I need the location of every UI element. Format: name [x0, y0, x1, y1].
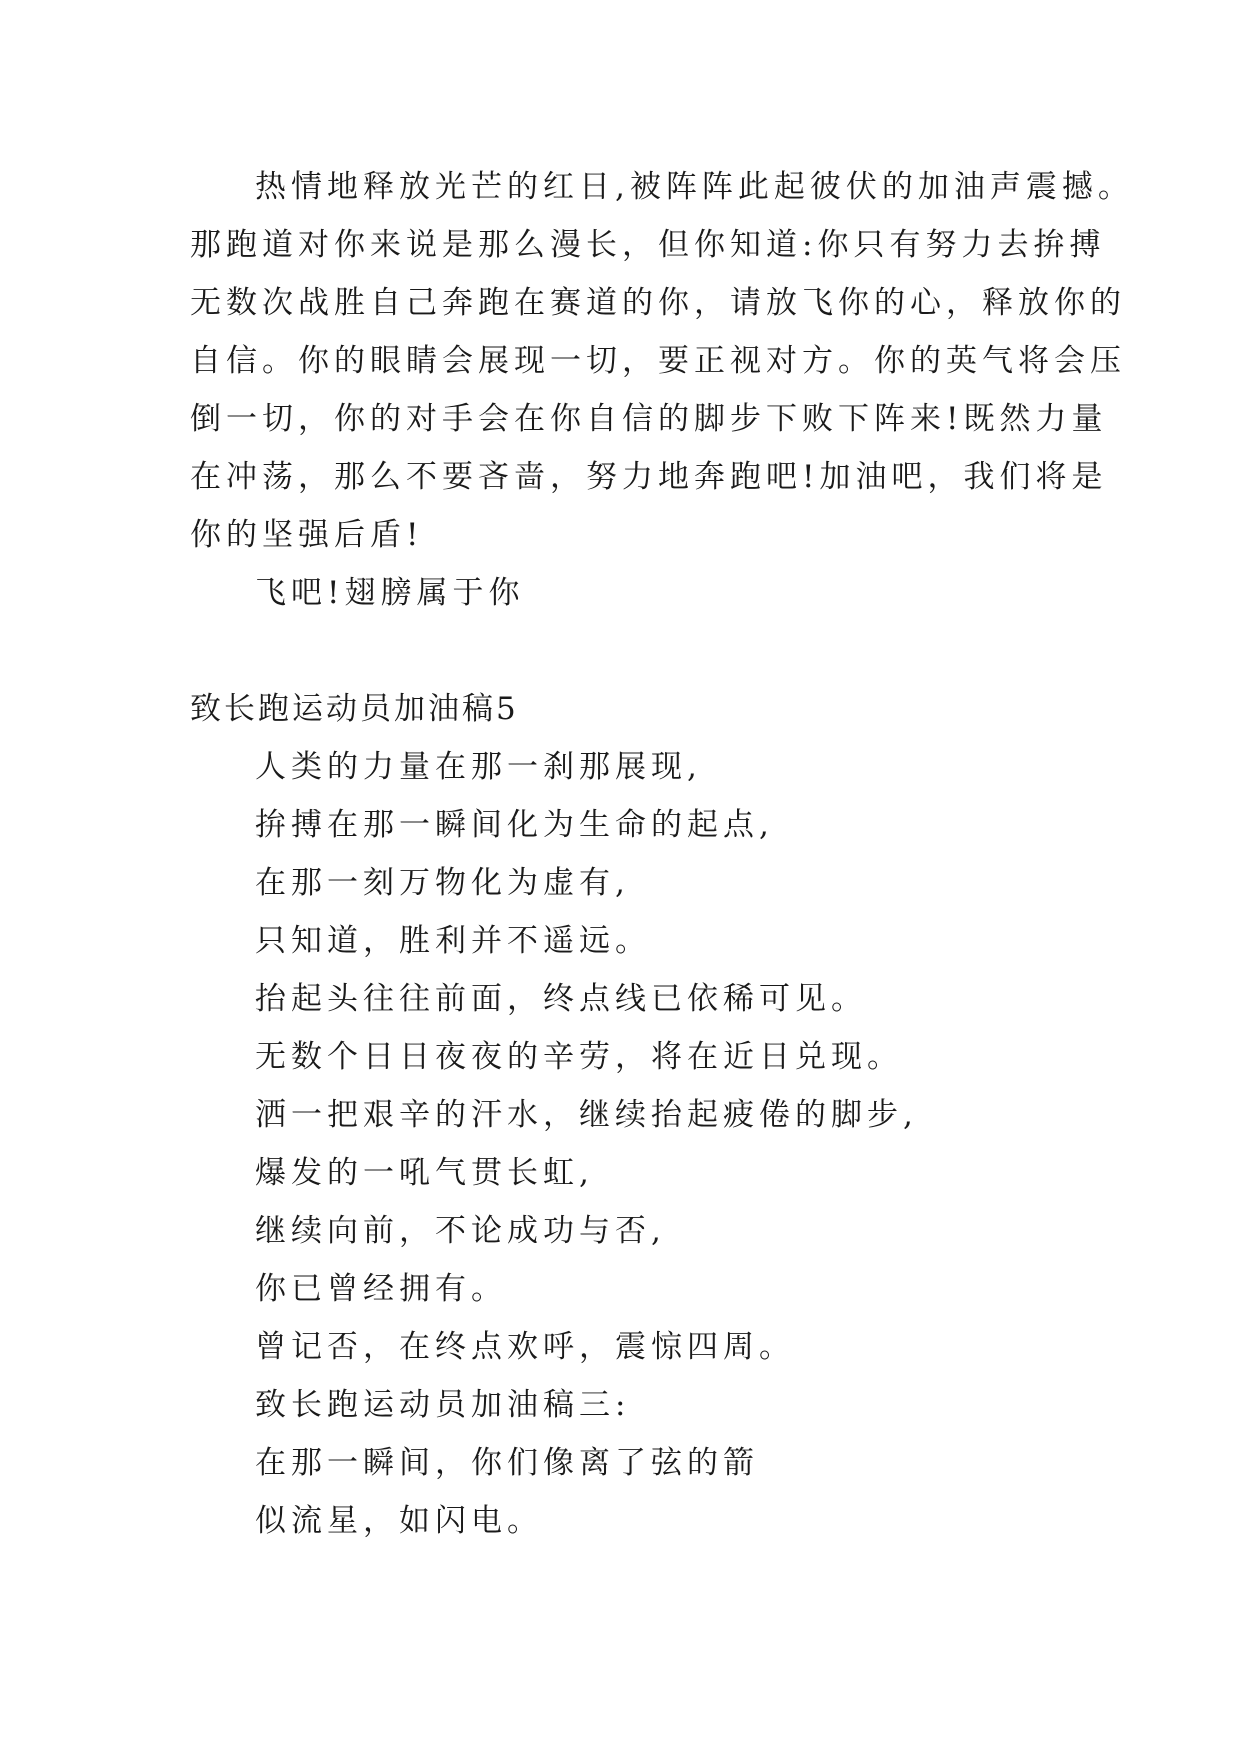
- poem-line-11: 曾记否，在终点欢呼，震惊四周。: [255, 1329, 795, 1365]
- section-title: 致长跑运动员加油稿5: [190, 691, 519, 727]
- paragraph-1-line-3: 无数次战胜自己奔跑在赛道的你，请放飞你的心，释放你的: [190, 285, 1126, 321]
- paragraph-1-line-2: 那跑道对你来说是那么漫长，但你知道:你只有努力去拚搏: [190, 227, 1106, 263]
- poem-line-4: 只知道，胜利并不遥远。: [255, 923, 651, 959]
- poem-line-1: 人类的力量在那一刹那展现,: [255, 749, 702, 785]
- poem-line-10: 你已曾经拥有。: [255, 1271, 507, 1307]
- poem-line-3: 在那一刻万物化为虚有,: [255, 865, 630, 901]
- paragraph-1-line-5: 倒一切，你的对手会在你自信的脚步下败下阵来!既然力量: [190, 401, 1108, 437]
- poem-line-6: 无数个日日夜夜的辛劳，将在近日兑现。: [255, 1039, 903, 1075]
- paragraph-2: 飞吧!翅膀属于你: [255, 575, 525, 611]
- poem-line-12: 致长跑运动员加油稿三:: [255, 1387, 631, 1423]
- poem-line-7: 洒一把艰辛的汗水，继续抬起疲倦的脚步,: [255, 1097, 918, 1133]
- paragraph-1-line-1: 热情地释放光芒的红日,被阵阵此起彼伏的加油声震撼。: [255, 169, 1134, 205]
- paragraph-1-line-4: 自信。你的眼睛会展现一切，要正视对方。你的英气将会压: [190, 343, 1126, 379]
- poem-line-5: 抬起头往往前面，终点线已依稀可见。: [255, 981, 867, 1017]
- poem-line-14: 似流星，如闪电。: [255, 1503, 543, 1539]
- poem-line-9: 继续向前，不论成功与否,: [255, 1213, 666, 1249]
- poem-line-13: 在那一瞬间，你们像离了弦的箭: [255, 1445, 759, 1481]
- paragraph-1-line-7: 你的坚强后盾!: [190, 517, 424, 553]
- poem-line-2: 拚搏在那一瞬间化为生命的起点,: [255, 807, 774, 843]
- poem-line-8: 爆发的一吼气贯长虹,: [255, 1155, 594, 1191]
- paragraph-1-line-6: 在冲荡，那么不要吝啬，努力地奔跑吧!加油吧，我们将是: [190, 459, 1108, 495]
